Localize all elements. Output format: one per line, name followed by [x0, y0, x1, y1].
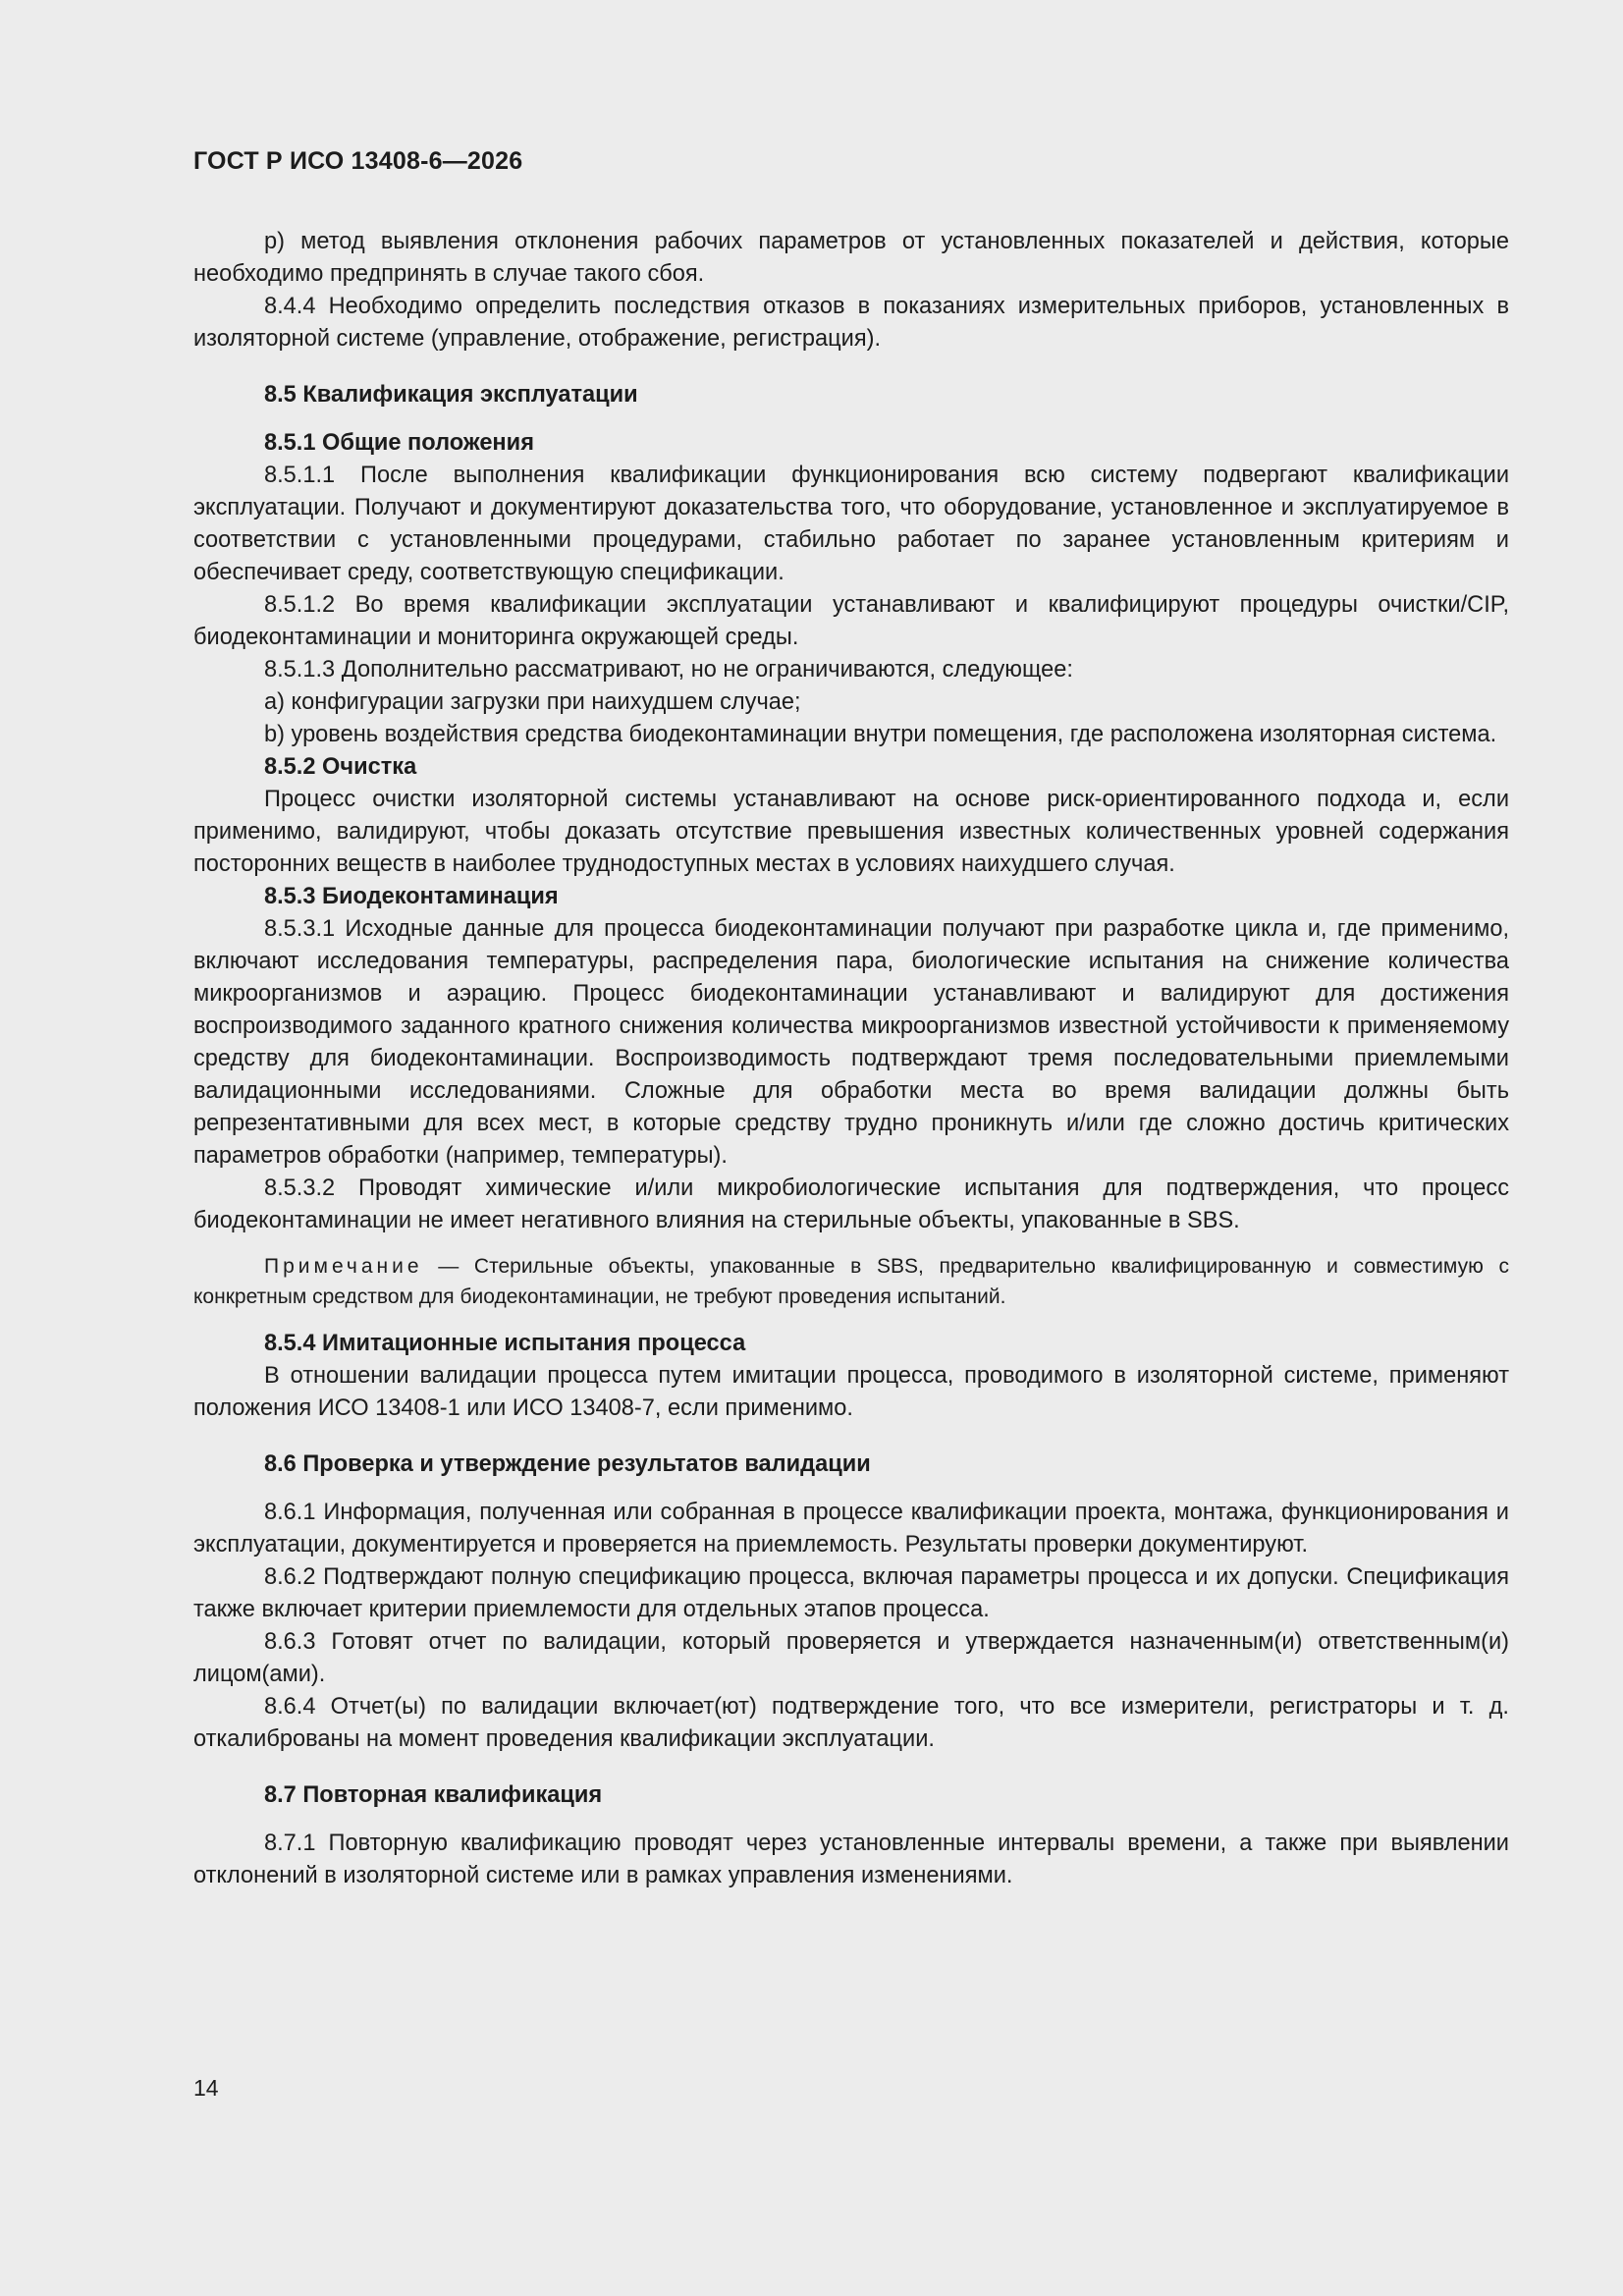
heading-8-7: 8.7 Повторная квалификация — [264, 1782, 603, 1808]
heading-8-6: 8.6 Проверка и утверждение результатов валидации — [264, 1451, 871, 1477]
page-number: 14 — [193, 2075, 219, 2101]
clause-8-5-1-3: 8.5.1.3 Дополнительно рассматривают, но не ограничиваются, следующее: — [264, 657, 1073, 683]
clause-8-6-1: 8.6.1 Информация, полученная или собранная в процессе квалификации проекта, монтажа, функционирования и эксплуатации, документируется и проверяется на приемлемость. Результаты проверки документируют. — [193, 1500, 1509, 1558]
clause-8-5-3-2: 8.5.3.2 Проводят химические и/или микробиологические испытания для подтверждения, что процесс биодеконтаминации не имеет негативного влияния на стерильные объекты, упакованные в SBS. — [193, 1175, 1509, 1233]
heading-8-5-4: 8.5.4 Имитационные испытания процесса — [264, 1331, 746, 1356]
clause-8-5-1-1: 8.5.1.1 После выполнения квалификации функционирования всю систему подвергают квалификации эксплуатации. Получают и документируют доказательства того, что оборудование, установленное и эксплуатируемое в соответствии с установленными процедурами, стабильно работает по заранее установленным критериям и обеспечивает среду, соответствующую спецификации. — [193, 463, 1509, 585]
list-item-b: b) уровень воздействия средства биодеконтаминации внутри помещения, где расположена изоляторная система. — [264, 722, 1497, 747]
clause-8-5-1-2: 8.5.1.2 Во время квалификации эксплуатации устанавливают и квалифицируют процедуры очистки/CIP, биодеконтаминации и мониторинга окружающей среды. — [193, 592, 1509, 650]
list-item-a: а) конфигурации загрузки при наихудшем случае; — [264, 689, 801, 715]
clause-8-5-4: В отношении валидации процесса путем имитации процесса, проводимого в изоляторной системе, применяют положения ИСО 13408-1 или ИСО 13408-7, если применимо. — [193, 1363, 1509, 1421]
note-label: Примечание — [264, 1255, 423, 1278]
clause-8-4-4: 8.4.4 Необходимо определить последствия отказов в показаниях измерительных приборов, установленных в изоляторной системе (управление, отображение, регистрация). — [193, 294, 1509, 352]
heading-8-5-3: 8.5.3 Биодеконтаминация — [264, 884, 559, 909]
clause-8-6-3: 8.6.3 Готовят отчет по валидации, который проверяется и утверждается назначенным(и) ответственным(и) лицом(ами). — [193, 1629, 1509, 1687]
document-body — [193, 226, 1509, 1892]
note-dash: — — [422, 1255, 474, 1278]
clause-8-6-4: 8.6.4 Отчет(ы) по валидации включает(ют) подтверждение того, что все измерители, регистраторы и т. д. откалиброваны на момент проведения квалификации эксплуатации. — [193, 1694, 1509, 1752]
note — [193, 1251, 1509, 1312]
document-header: ГОСТ Р ИСО 13408-6—2026 — [193, 147, 523, 175]
clause-8-5-2: Процесс очистки изоляторной системы устанавливают на основе риск-ориентированного подхода и, если применимо, валидируют, чтобы доказать отсутствие превышения известных количественных уровней содержания посторонних веществ в наиболее труднодоступных местах в условиях наихудшего случая. — [193, 787, 1509, 877]
heading-8-5-1: 8.5.1 Общие положения — [264, 430, 534, 456]
note-text: Стерильные объекты, упакованные в SBS, предварительно квалифицированную и совместимую с конкретным средством для биодеконтаминации, не требуют проведения испытаний. — [193, 1255, 1509, 1308]
heading-8-5: 8.5 Квалификация эксплуатации — [264, 382, 638, 408]
clause-8-7-1: 8.7.1 Повторную квалификацию проводят через установленные интервалы времени, а также при выявлении отклонений в изоляторной системе или в рамках управления изменениями. — [193, 1831, 1509, 1888]
clause-8-5-3-1: 8.5.3.1 Исходные данные для процесса биодеконтаминации получают при разработке цикла и, где применимо, включают исследования температуры, распределения пара, биологические испытания на снижение количества микроорганизмов и аэрацию. Процесс биодеконтаминации устанавливают и валидируют для достижения воспроизводимого заданного кратного снижения количества микроорганизмов известной устойчивости к применяемому средству для биодеконтаминации. Воспроизводимость подтверждают тремя последовательными приемлемыми валидационными исследованиями. Сложные для обработки места во время валидации должны быть репрезентативными для всех мест, в которые средству трудно проникнуть и/или где сложно достичь критических параметров обработки (например, температуры). — [193, 916, 1509, 1169]
clause-8-6-2: 8.6.2 Подтверждают полную спецификацию процесса, включая параметры процесса и их допуски. Спецификация также включает критерии приемлемости для отдельных этапов процесса. — [193, 1564, 1509, 1622]
heading-8-5-2: 8.5.2 Очистка — [264, 754, 417, 780]
list-item-p: р) метод выявления отклонения рабочих параметров от установленных показателей и действия, которые необходимо предпринять в случае такого сбоя. — [193, 229, 1509, 287]
